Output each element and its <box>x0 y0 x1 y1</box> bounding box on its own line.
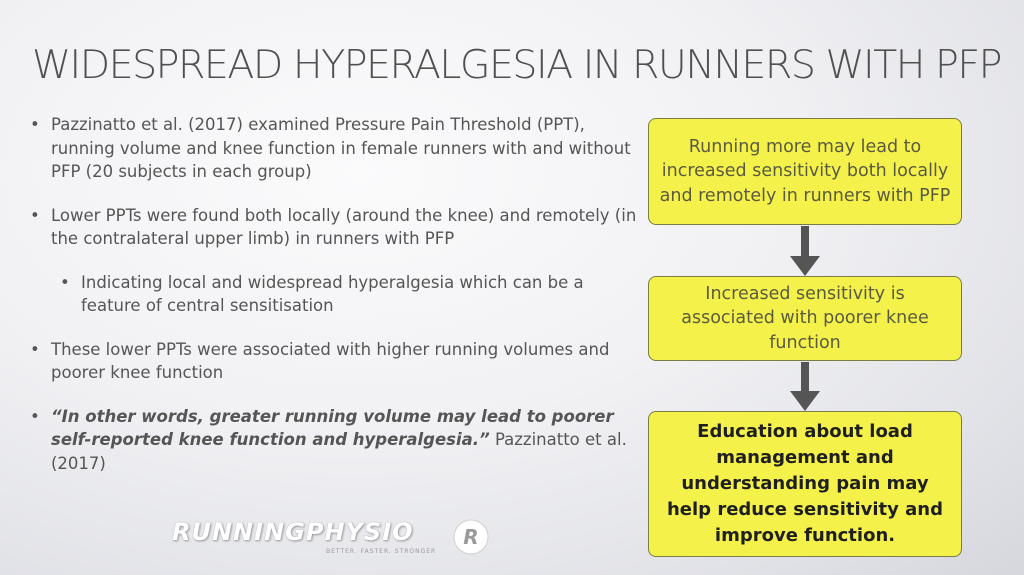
logo-mark-letter: R <box>463 525 479 549</box>
bullet-list <box>30 113 645 495</box>
logo-tagline: BETTER. FASTER. STRONGER <box>326 548 437 555</box>
flow-box-education <box>648 411 962 557</box>
logo-wordmark: RUNNINGPHYSIO <box>172 518 414 546</box>
bullet-quote: “In other words, greater running volume may lead to poorer self-reported knee function and hyperalgesia.” <box>51 406 614 449</box>
bullet-text: These lower PPTs were associated with higher running volumes and poorer knee function <box>51 339 610 382</box>
bullet-item <box>30 113 645 184</box>
bullet-text: Indicating local and widespread hyperalgesia which can be a feature of central sensitisation <box>81 272 584 315</box>
runningphysio-logo <box>172 518 494 560</box>
flow-box-increased-sensitivity <box>648 276 962 361</box>
flow-box-running-more <box>648 118 962 225</box>
bullet-marker: • <box>30 115 40 134</box>
arrow-head <box>790 391 820 411</box>
bullet-text: Lower PPTs were found both locally (around the knee) and remotely (in the contralateral upper limb) in runners with PFP <box>51 205 637 248</box>
runner-logo-icon <box>452 518 490 556</box>
down-arrow-icon <box>790 226 820 276</box>
bullet-item <box>30 405 645 476</box>
flow-box-text: Running more may lead to increased sensitivity both locally and remotely in runners with PFP <box>659 136 951 206</box>
bullet-item <box>30 338 645 385</box>
bullet-text: Pazzinatto et al. (2017) examined Pressure Pain Threshold (PPT), running volume and knee function in female runners with and without PFP (20 subjects in each group) <box>51 115 631 181</box>
sub-bullet-item <box>60 271 645 318</box>
arrow-shaft <box>801 226 809 258</box>
flow-box-text: Increased sensitivity is associated with poorer knee function <box>681 283 929 353</box>
down-arrow-icon <box>790 362 820 411</box>
bullet-marker: • <box>60 272 70 292</box>
bullet-marker: • <box>30 205 40 225</box>
flow-box-text: Education about load management and understanding pain may help reduce sensitivity and improve function. <box>666 421 944 546</box>
arrow-head <box>790 256 820 276</box>
slide-title: WIDESPREAD HYPERALGESIA IN RUNNERS WITH PFP <box>32 42 1001 88</box>
bullet-marker: • <box>30 339 40 359</box>
bullet-item <box>30 204 645 251</box>
bullet-marker: • <box>30 406 40 426</box>
bullet-citation: Pazzinatto et al. (2017) <box>51 430 627 473</box>
arrow-shaft <box>801 362 809 393</box>
